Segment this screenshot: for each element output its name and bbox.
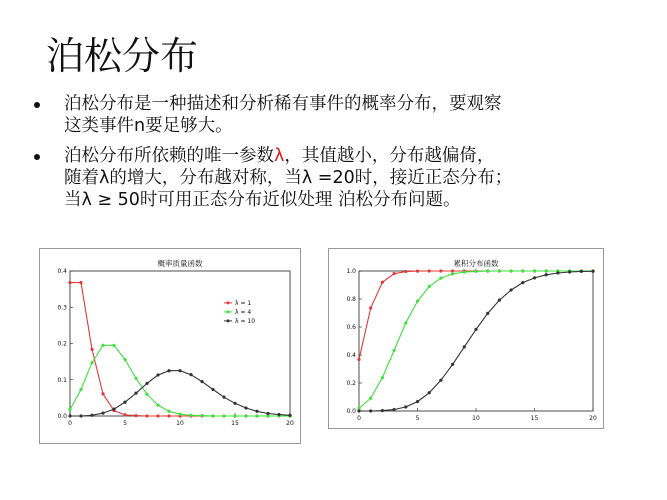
bullet-2-line-1 bbox=[64, 145, 640, 167]
data-point--10 bbox=[69, 415, 72, 418]
data-point-series-3 bbox=[556, 271, 559, 274]
data-point-series-2 bbox=[521, 270, 524, 273]
data-point--4 bbox=[135, 377, 138, 380]
data-point--10 bbox=[201, 380, 204, 383]
data-point--10 bbox=[234, 402, 237, 405]
series-line--1 bbox=[70, 283, 290, 416]
bullet-1-line-1: 泊松分布是一种描述和分析稀有事件的概率分布，要观察 bbox=[64, 94, 502, 114]
y-tick-label: 0.1 bbox=[57, 376, 67, 384]
data-point-series-2 bbox=[404, 321, 407, 324]
data-point-series-3 bbox=[592, 270, 595, 273]
data-point--4 bbox=[146, 393, 149, 396]
data-point--1 bbox=[135, 414, 138, 417]
data-point--10 bbox=[135, 392, 138, 395]
data-point--10 bbox=[278, 413, 281, 416]
data-point--10 bbox=[267, 412, 270, 415]
series-line-series-3 bbox=[359, 271, 593, 411]
legend-marker bbox=[227, 319, 230, 322]
data-point--4 bbox=[80, 388, 83, 391]
data-point-series-2 bbox=[393, 349, 396, 352]
data-point-series-3 bbox=[404, 405, 407, 408]
data-point--10 bbox=[190, 373, 193, 376]
data-point-series-3 bbox=[428, 391, 431, 394]
bullet-list bbox=[30, 93, 640, 219]
bullet-2-line-3: 当λ ≥ 50时可用正态分布近似处理 泊松分布问题。 bbox=[64, 190, 461, 210]
data-point--10 bbox=[179, 369, 182, 372]
bullet-dot bbox=[34, 154, 40, 160]
data-point--4 bbox=[245, 415, 248, 418]
y-tick-label: 0.3 bbox=[57, 304, 67, 312]
data-point--10 bbox=[223, 396, 226, 399]
data-point--10 bbox=[102, 412, 105, 415]
legend-label: λ = 10 bbox=[235, 317, 256, 325]
y-tick-label: 0.2 bbox=[57, 340, 67, 348]
bullet-dot bbox=[34, 102, 40, 108]
pmf-chart bbox=[40, 249, 300, 443]
data-point-series-3 bbox=[358, 410, 361, 413]
data-point-series-3 bbox=[580, 270, 583, 273]
data-point--1 bbox=[91, 348, 94, 351]
x-tick-label: 0 bbox=[357, 415, 361, 422]
data-point--10 bbox=[289, 414, 292, 417]
legend-label: λ = 1 bbox=[235, 299, 252, 307]
legend-label: λ = 4 bbox=[235, 308, 252, 316]
data-point-series-3 bbox=[393, 408, 396, 411]
data-point-series-1 bbox=[416, 270, 419, 273]
data-point-series-1 bbox=[404, 270, 407, 273]
data-point--10 bbox=[212, 388, 215, 391]
data-point-series-3 bbox=[475, 328, 478, 331]
cdf-chart-panel bbox=[328, 248, 604, 429]
lambda-symbol: λ bbox=[274, 146, 285, 166]
y-tick-label: 0.2 bbox=[346, 380, 356, 387]
data-point-series-1 bbox=[439, 270, 442, 273]
data-point--10 bbox=[80, 415, 83, 418]
data-point--4 bbox=[212, 415, 215, 418]
bullet-2-line-2: 随着λ的增大，分布越对称，当λ =20时，接近正态分布； bbox=[64, 168, 513, 188]
data-point-series-2 bbox=[369, 397, 372, 400]
data-point--4 bbox=[91, 361, 94, 364]
data-point--4 bbox=[157, 404, 160, 407]
chart-title: 概率质量函数 bbox=[157, 259, 203, 268]
x-tick-label: 15 bbox=[231, 420, 239, 427]
data-point--4 bbox=[102, 344, 105, 347]
data-point-series-2 bbox=[381, 376, 384, 379]
y-tick-label: 0.0 bbox=[57, 413, 67, 420]
data-point--1 bbox=[168, 415, 171, 418]
bullet-item-1 bbox=[30, 93, 640, 137]
data-point--1 bbox=[102, 392, 105, 395]
data-point-series-3 bbox=[486, 312, 489, 315]
data-point-series-3 bbox=[416, 400, 419, 403]
data-point--4 bbox=[256, 415, 259, 418]
data-point--4 bbox=[201, 414, 204, 417]
data-point-series-3 bbox=[439, 379, 442, 382]
x-tick-label: 5 bbox=[123, 420, 127, 427]
data-point--4 bbox=[168, 410, 171, 413]
data-point-series-2 bbox=[498, 270, 501, 273]
data-point--4 bbox=[234, 415, 237, 418]
data-point--4 bbox=[69, 408, 72, 411]
data-point-series-3 bbox=[521, 281, 524, 284]
bullet-2-line-1-end: ，其值越小，分布越偏倚， bbox=[284, 146, 495, 166]
x-tick-label: 10 bbox=[472, 415, 480, 422]
legend-marker bbox=[227, 310, 230, 313]
data-point-series-2 bbox=[451, 272, 454, 275]
bullet-1-line-2: 这类事件n要足够大。 bbox=[64, 116, 233, 136]
data-point--10 bbox=[157, 374, 160, 377]
data-point--4 bbox=[124, 358, 127, 361]
pmf-chart-panel bbox=[39, 248, 301, 444]
data-point-series-1 bbox=[393, 272, 396, 275]
data-point-series-2 bbox=[486, 270, 489, 273]
data-point--4 bbox=[113, 344, 116, 347]
data-point-series-2 bbox=[428, 285, 431, 288]
data-point-series-1 bbox=[358, 358, 361, 361]
legend-marker bbox=[227, 301, 230, 304]
data-point--10 bbox=[168, 369, 171, 372]
data-point-series-1 bbox=[451, 270, 454, 273]
data-point--4 bbox=[190, 414, 193, 417]
data-point-series-1 bbox=[369, 306, 372, 309]
data-point-series-2 bbox=[475, 270, 478, 273]
y-tick-label: 0.4 bbox=[57, 268, 67, 275]
data-point-series-3 bbox=[510, 289, 513, 292]
x-tick-label: 20 bbox=[286, 420, 294, 427]
data-point--4 bbox=[223, 415, 226, 418]
data-point-series-2 bbox=[533, 270, 536, 273]
data-point--1 bbox=[80, 281, 83, 284]
y-tick-label: 0.4 bbox=[346, 352, 356, 359]
data-point-series-2 bbox=[545, 270, 548, 273]
data-point-series-3 bbox=[369, 410, 372, 413]
data-point--4 bbox=[179, 413, 182, 416]
data-point-series-3 bbox=[498, 299, 501, 302]
chart-title: 累积分布函数 bbox=[453, 259, 499, 268]
y-tick-label: 0.0 bbox=[346, 408, 356, 415]
data-point-series-1 bbox=[428, 270, 431, 273]
y-tick-label: 0.8 bbox=[346, 296, 356, 303]
bullet-item-2 bbox=[30, 145, 640, 211]
plot-frame bbox=[359, 271, 593, 411]
data-point-series-2 bbox=[439, 277, 442, 280]
series-line-series-1 bbox=[359, 271, 593, 360]
cdf-chart bbox=[329, 249, 603, 428]
data-point-series-2 bbox=[463, 271, 466, 274]
data-point-series-3 bbox=[568, 270, 571, 273]
data-point-series-1 bbox=[381, 281, 384, 284]
slide-title: 泊松分布 bbox=[46, 34, 199, 78]
x-tick-label: 5 bbox=[415, 415, 420, 422]
data-point--10 bbox=[146, 382, 149, 385]
data-point-series-3 bbox=[451, 363, 454, 366]
x-tick-label: 0 bbox=[68, 420, 72, 427]
data-point--10 bbox=[256, 410, 259, 413]
x-tick-label: 15 bbox=[530, 415, 539, 422]
data-point--10 bbox=[113, 408, 116, 411]
data-point--1 bbox=[146, 415, 149, 418]
data-point-series-3 bbox=[463, 345, 466, 348]
data-point-series-3 bbox=[381, 409, 384, 412]
series-line--4 bbox=[70, 345, 290, 416]
data-point--1 bbox=[124, 413, 127, 416]
data-point--10 bbox=[91, 414, 94, 417]
data-point-series-3 bbox=[533, 276, 536, 279]
bullet-2-line-1-start: 泊松分布所依赖的唯一参数 bbox=[64, 146, 274, 166]
x-tick-label: 20 bbox=[589, 415, 597, 422]
data-point--10 bbox=[124, 401, 127, 404]
data-point-series-3 bbox=[545, 273, 548, 276]
data-point-series-2 bbox=[416, 300, 419, 303]
y-tick-label: 0.6 bbox=[346, 324, 356, 331]
series-line-series-2 bbox=[359, 271, 593, 409]
data-point--10 bbox=[245, 407, 248, 410]
data-point--1 bbox=[157, 415, 160, 418]
data-point--1 bbox=[69, 281, 72, 284]
data-point-series-2 bbox=[510, 270, 513, 273]
y-tick-label: 1.0 bbox=[346, 268, 356, 275]
x-tick-label: 10 bbox=[176, 420, 184, 427]
